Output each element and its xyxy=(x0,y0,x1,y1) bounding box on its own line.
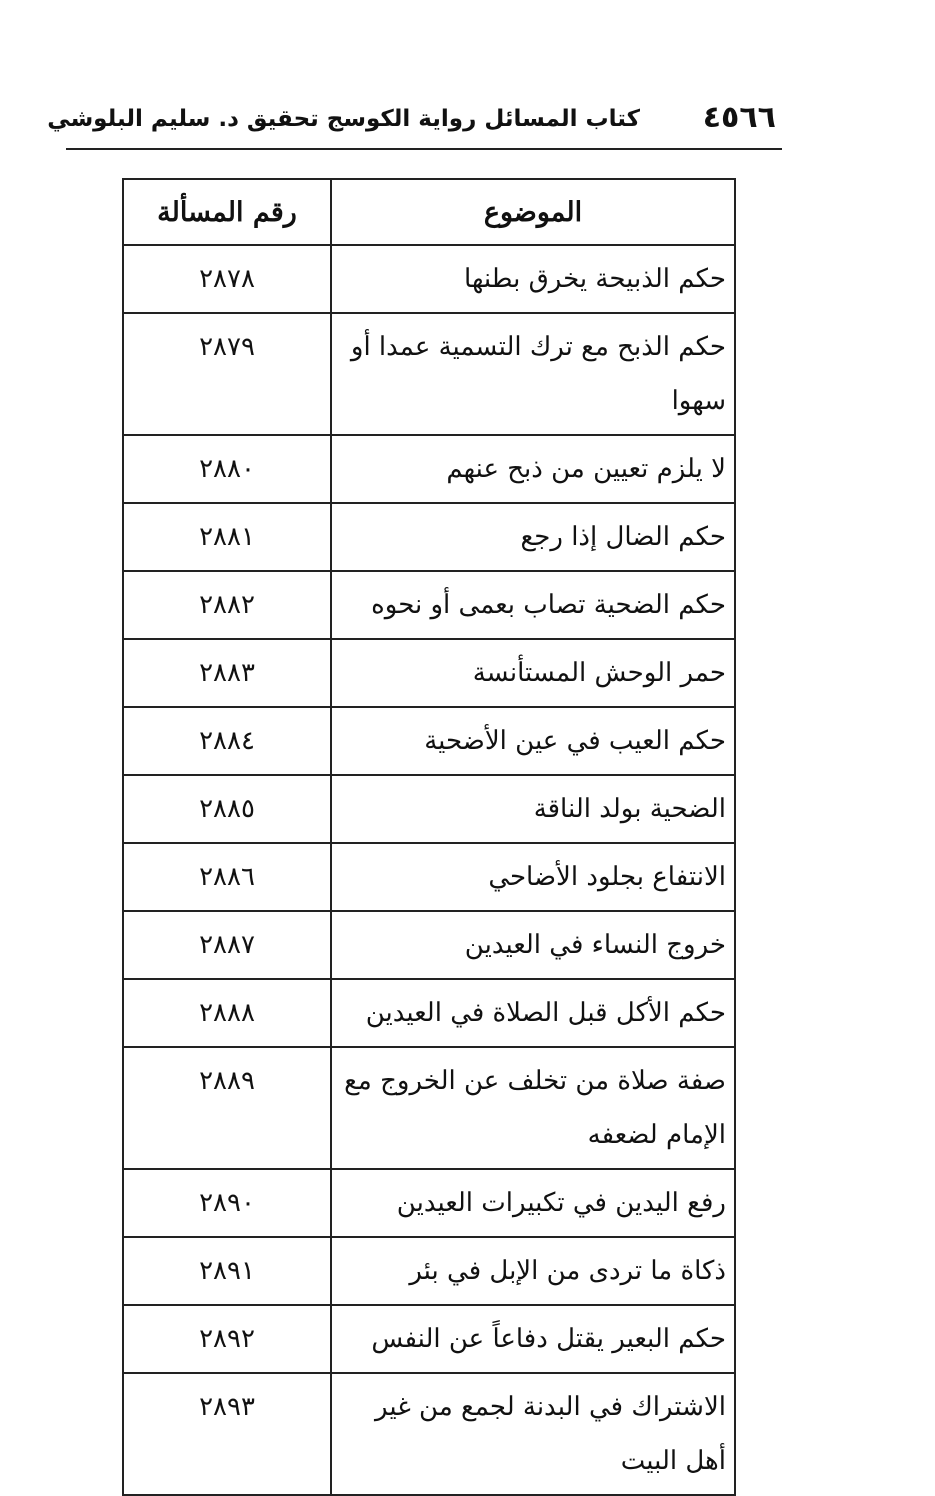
row-topic: حكم الضحية تصاب بعمى أو نحوه xyxy=(331,571,735,639)
table-row xyxy=(123,1305,735,1373)
table-row xyxy=(123,707,735,775)
table-row xyxy=(123,979,735,1047)
column-header-number: رقم المسألة xyxy=(123,179,331,245)
table-row xyxy=(123,1237,735,1305)
table-row xyxy=(123,245,735,313)
table-row xyxy=(123,639,735,707)
row-number: ٢٨٧٩ xyxy=(123,313,331,435)
table-row xyxy=(123,843,735,911)
row-topic: حكم الذبح مع ترك التسمية عمدا أو سهوا xyxy=(331,313,735,435)
row-topic: حكم الذبيحة يخرق بطنها xyxy=(331,245,735,313)
row-number: ٢٨٨١ xyxy=(123,503,331,571)
row-number: ٢٨٨٧ xyxy=(123,911,331,979)
row-number: ٢٨٧٨ xyxy=(123,245,331,313)
row-number: ٢٨٨٤ xyxy=(123,707,331,775)
table-header-row xyxy=(123,179,735,245)
row-number: ٢٨٨٥ xyxy=(123,775,331,843)
column-header-topic: الموضوع xyxy=(331,179,735,245)
row-number: ٢٨٨٦ xyxy=(123,843,331,911)
row-topic: حكم العيب في عين الأضحية xyxy=(331,707,735,775)
table-row xyxy=(123,503,735,571)
table-row xyxy=(123,1047,735,1169)
row-topic: الضحية بولد الناقة xyxy=(331,775,735,843)
row-number: ٢٨٩٣ xyxy=(123,1373,331,1495)
row-topic: خروج النساء في العيدين xyxy=(331,911,735,979)
row-number: ٢٨٩٢ xyxy=(123,1305,331,1373)
row-topic: حكم الأكل قبل الصلاة في العيدين xyxy=(331,979,735,1047)
index-table xyxy=(122,178,736,1496)
row-topic: الانتفاع بجلود الأضاحي xyxy=(331,843,735,911)
row-number: ٢٨٩٠ xyxy=(123,1169,331,1237)
book-title: كتاب المسائل رواية الكوسج تحقيق د. سليم البلوشي xyxy=(47,106,640,132)
row-topic: حكم الضال إذا رجع xyxy=(331,503,735,571)
table-row xyxy=(123,571,735,639)
table-row xyxy=(123,1373,735,1495)
row-number: ٢٨٨٣ xyxy=(123,639,331,707)
table-row xyxy=(123,313,735,435)
row-number: ٢٨٨٢ xyxy=(123,571,331,639)
row-topic: حمر الوحش المستأنسة xyxy=(331,639,735,707)
page-header xyxy=(47,96,782,150)
table-row xyxy=(123,911,735,979)
table-row xyxy=(123,435,735,503)
row-topic: صفة صلاة من تخلف عن الخروج مع الإمام لضعفه xyxy=(331,1047,735,1169)
table-row xyxy=(123,775,735,843)
row-number: ٢٨٨٩ xyxy=(123,1047,331,1169)
row-topic: ذكاة ما تردى من الإبل في بئر xyxy=(331,1237,735,1305)
row-number: ٢٨٨٨ xyxy=(123,979,331,1047)
row-number: ٢٨٩١ xyxy=(123,1237,331,1305)
row-number: ٢٨٨٠ xyxy=(123,435,331,503)
row-topic: حكم البعير يقتل دفاعاً عن النفس xyxy=(331,1305,735,1373)
row-topic: رفع اليدين في تكبيرات العيدين xyxy=(331,1169,735,1237)
row-topic: الاشتراك في البدنة لجمع من غير أهل البيت xyxy=(331,1373,735,1495)
row-topic: لا يلزم تعيين من ذبح عنهم xyxy=(331,435,735,503)
page-number: ٤٥٦٦ xyxy=(702,100,776,135)
table-row xyxy=(123,1169,735,1237)
